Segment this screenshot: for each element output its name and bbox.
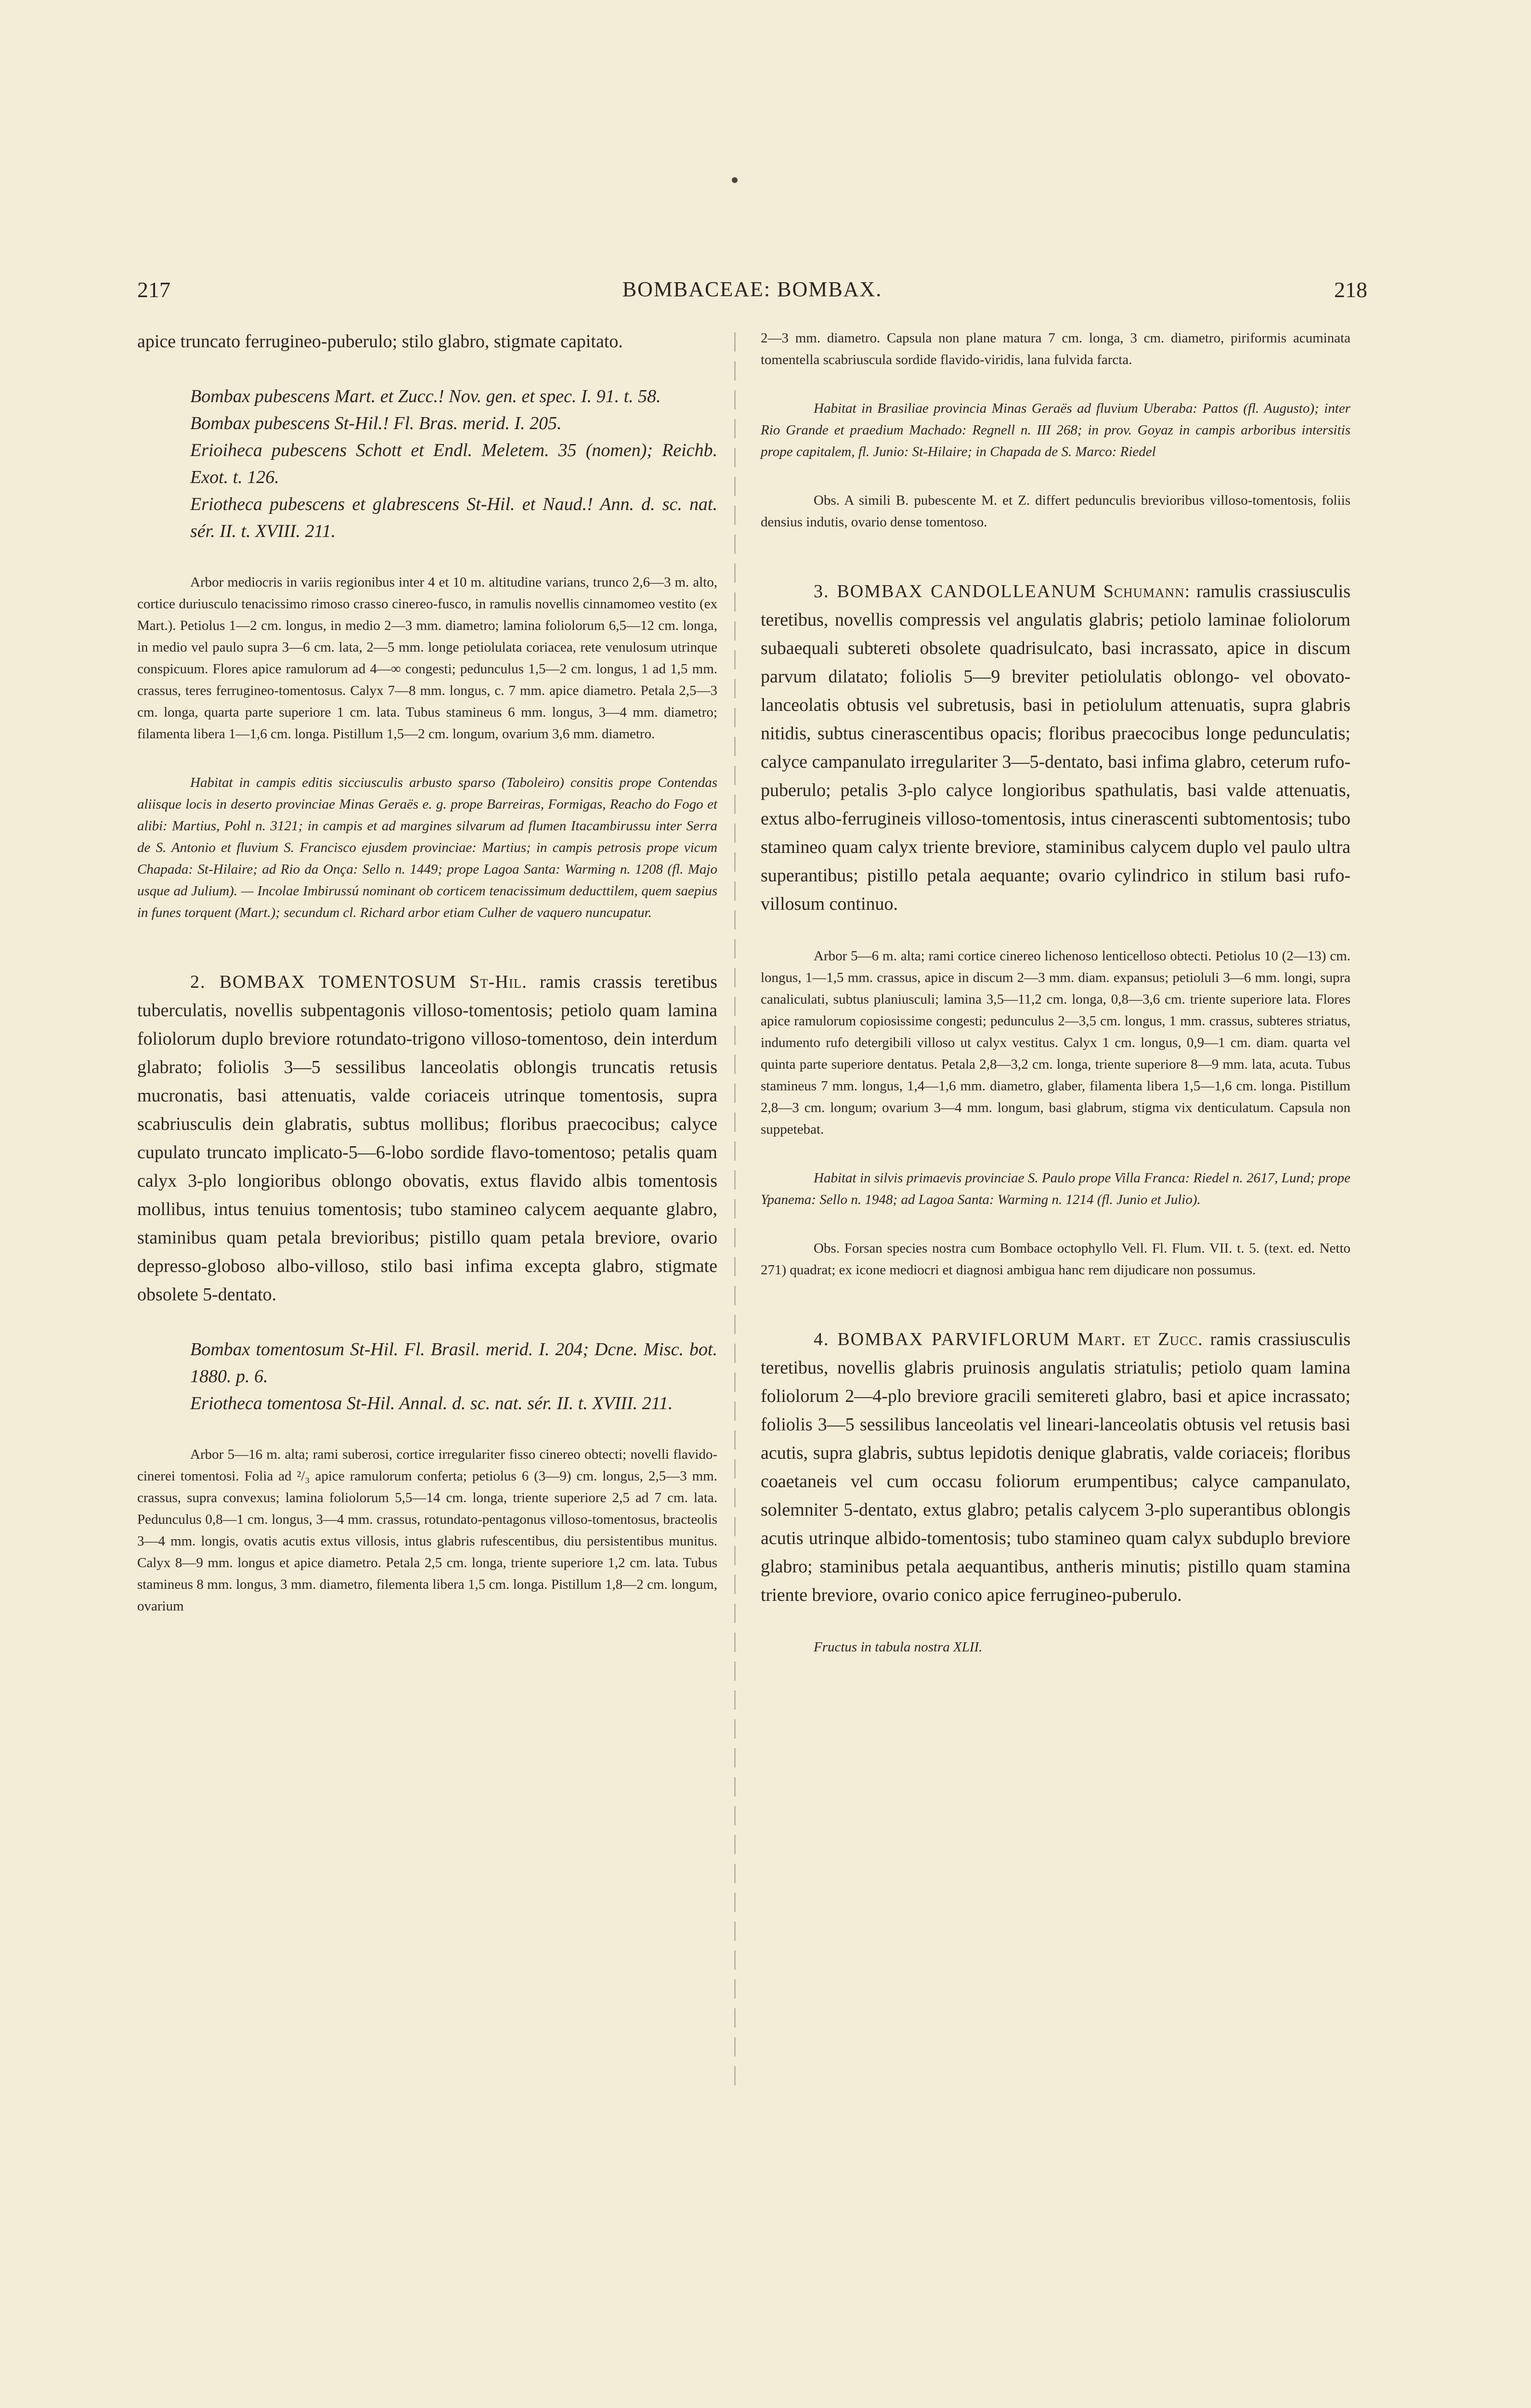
species-author: Schumann xyxy=(1103,581,1185,602)
citation: Erioiheca pubescens Schott et Endl. Meletem. 35 (nomen); Reichb. Exot. t. 126. xyxy=(190,440,717,487)
species-entry-3 xyxy=(761,577,1350,918)
species-diagnosis: : ramulis crassiusculis teretibus, novellis compressis vel angulatis glabris; petiolo laminae foliolorum subaequali subtereti obsolete quadrisulcato, basi incrassato, apice in discum parvum dilatato; foliolis 5—9 breviter petiolulatis oblongo- vel obovato-lanceolatis obtusis vel subretusis, basi in petiolulum attenuatis, supra glabris nitidis, subtus cinerascentibus opacis; floribus praecocibus longe pedunculatis; calyce campanulato irregulariter 3—5-dentato, basi infima glabro, ceterum rufo-puberulo; petalis 3-plo calyce longioribus spathulatis, basi valde attenuatis, extus albo-ferrugineis villoso-tomentosis, intus cinerascenti subtomentosis; tubo stamineo quam calyx triente breviore, staminibus calycem duplo vel paulo ultra superantibus; pistillo petala aequante; ovario cylindrico in stilum basi rufo-villosum continuo. xyxy=(761,581,1350,914)
page-number-right: 218 xyxy=(1334,277,1367,302)
observation-note: Obs. Forsan species nostra cum Bombace octophyllo Vell. Fl. Flum. VII. t. 5. (text. ed. Netto 271) quadrat; ex icone mediocri et diagnosi ambigua hanc rem dijudicare non possumus. xyxy=(761,1241,1350,1278)
citation: Eriotheca pubescens et glabrescens St-Hil. et Naud.! Ann. d. sc. nat. sér. II. t. XVIII. 211. xyxy=(190,494,717,541)
right-column xyxy=(761,327,1350,1658)
citation: Bombax pubescens Mart. et Zucc.! Nov. gen. et spec. I. 91. t. 58. xyxy=(190,386,661,406)
species-entry-2 xyxy=(137,968,717,1309)
habitat-paragraph: Habitat in Brasiliae provincia Minas Geraës ad fluvium Uberaba: Pattos (fl. Augusto); inter Rio Grande et praedium Machado: Regnell n. III 268; in prov. Goyaz in campis arboribus intersitis prope capitalem, fl. Junio: St-Hilaire; in Chapada de S. Marco: Riedel xyxy=(761,401,1350,459)
species-author: Mart. et Zucc. xyxy=(1077,1329,1203,1349)
species-diagnosis: ramis crassis teretibus tuberculatis, novellis subpentagonis villoso-tomentosis; petiolo quam lamina foliolorum duplo breviore rotundato-trigono villoso-tomentoso, dein interdum glabrato; foliolis 3—5 sessilibus lanceolatis oblongis truncatis retusis mucronatis, basi attenuatis, valde coriaceis utrinque tomentosis, supra scabriusculis dein glabratis, subtus mollibus; floribus praecocibus; calyce cupulato truncato implicato-5—6-lobo sordide flavo-tomentoso; petalis quam calyx 3-plo longioribus oblongo obovatis, extus flavido albis tomentosis mollibus, intus tenuius tomentosis; tubo stamineo calycem aequante glabro, staminibus quam petala brevioribus; pistillo quam petala breviore, ovario depresso-globoso albo-villoso, stilo basi infima excepta glabro, stigmate obsolete 5-dentato. xyxy=(137,972,717,1305)
description-paragraph: Arbor mediocris in variis regionibus inter 4 et 10 m. altitudine varians, trunco 2,6—3 m. alto, cortice duriusculo tenacissimo rimoso crasso cinereo-fusco, in ramulis novellis cinnamomeo vestito (ex Mart.). Petiolus 1—2 cm. longus, in medio 2—3 mm. diametro; lamina foliolorum 6,5—12 cm. longa, in medio vel paulo supra 3—6 cm. lata, 2—5 mm. longe petiolulata coriacea, rete venulosum utrinque conspicuum. Flores apice ramulorum ad 4—∞ congesti; pedunculus 1,5—2 cm. longus, 1 ad 1,5 mm. crassus, teres ferrugineo-tomentosus. Calyx 7—8 mm. longus, c. 7 mm. apice diametro. Petala 2,5—3 cm. longa, quarta parte superiore 1 cm. lata. Tubus staminеus 6 mm. longus, 3—4 mm. diametro; filamenta libera 1—1,6 cm. longa. Pistillum 1,5—2 cm. longum, ovarium 3,6 mm. diametro. xyxy=(137,575,717,742)
column-divider xyxy=(734,332,736,2085)
continuation-text: apice truncato ferrugineo-puberulo; stilo glabro, stigmate capitato. xyxy=(137,331,623,352)
page-mark xyxy=(732,177,738,183)
citation: Eriotheca tomentosa St-Hil. Annal. d. sc. nat. sér. II. t. XVIII. 211. xyxy=(190,1393,673,1413)
habitat-paragraph: Habitat in silvis primaevis provinciae S. Paulo prope Villa Franca: Riedel n. 2617, Lund; prope Ypanema: Sello n. 1948; ad Lagoa Santa: Warming n. 1214 (fl. Junio et Julio). xyxy=(761,1170,1350,1207)
page-header xyxy=(137,277,1367,315)
citation: Bombax pubescens St-Hil.! Fl. Bras. merid. I. 205. xyxy=(190,413,562,433)
species-heading: 2. BOMBAX TOMENTOSUM xyxy=(190,972,457,992)
page-number-left: 217 xyxy=(137,277,170,302)
species-heading: 3. BOMBAX CANDOLLEANUM xyxy=(814,581,1097,602)
running-title: BOMBACEAE: BOMBAX. xyxy=(622,277,882,301)
species-diagnosis: ramis crassiusculis teretibus, novellis glabris pruinosis angulatis striatulis; petiolo quam lamina foliolorum 2—4-plo breviore gracili semitereti glabro, basi et apice incrassato; foliolis 3—5 sessilibus lanceolatis vel lineari-lanceolatis obtusis vel retusis basi acutis, supra glabris, subtus lepidotis denique glabratis, valde coriaceis; floribus coaetaneis vel cum occasu foliorum erumpentibus; calyce campanulato, solemniter 5-dentato, extus glabro; petalis calycem 3-plo superantibus oblongis acutis utrinque albido-tomentosis; tubo stamineo quam calyx subduplo breviore glabro; staminibus petala aequantibus, antheris minutis; pistillo quam stamina triente breviore, ovario conico apice ferrugineo-puberulo. xyxy=(761,1329,1350,1605)
left-column xyxy=(137,327,717,1617)
citation: Bombax tomentosum St-Hil. Fl. Brasil. merid. I. 204; Dcne. Misc. bot. 1880. p. 6. xyxy=(190,1339,717,1387)
species-author: St-Hil. xyxy=(469,972,527,992)
habitat-paragraph: Habitat in campis editis sicciusculis arbusto sparso (Taboleiro) consitis prope Contendas aliisque locis in deserto provinciae Minas Geraës e. g. prope Barreiras, Formigas, Reacho do Fogo et alibi: Martius, Pohl n. 3121; in campis et ad margines silvarum ad flumen Itacambirussu inter Serra de S. Antonio et fluvium S. Francisco ejusdem provinciae: Martius; in campis petrosis prope vicum Chapada: St-Hilaire; ad Rio da Onça: Sello n. 1449; prope Lagoa Santa: Warming n. 1208 (fl. Majo usque ad Julium). — Incolae Imbirussú nominant ob corticem tenacissimum deducttilem, quem saepius in funes torquent (Mart.); secundum cl. Richard arbor etiam Culher de vaquero nuncupatur. xyxy=(137,775,717,920)
observation-note: Obs. A simili B. pubescente M. et Z. differt pedunculis brevioribus villoso-tomentosis, foliis densius indutis, ovario dense tomentoso. xyxy=(761,493,1350,530)
description-paragraph: Arbor 5—16 m. alta; rami suberosi, cortice irregulariter fisso cinereo obtecti; novelli flavido-cinerei tomentosi. Folia ad ²/₃ apice ramulorum conferta; petiolus 6 (3—9) cm. longus, 2,5—3 mm. crassus, supra convexus; lamina foliolorum 5,5—14 cm. longa, triente superiore 2,5 ad 7 cm. lata. Pedunculus 0,8—1 cm. longus, 3—4 mm. crassus, rotundato-pentagonus villoso-tomentosus, bracteolis 3—4 mm. longis, ovatis acutis extus villosis, intus glabris rufescentibus, diu persistentibus munitus. Calyx 8—9 mm. longus et apice diametro. Petala 2,5 cm. longa, triente superiore 1,2 cm. lata. Tubus stamineus 8 mm. longus, 3 mm. diametro, filementa libera 1,5 cm. longa. Pistillum 1,8—2 cm. longum, ovarium xyxy=(137,1447,717,1614)
species-heading: 4. BOMBAX PARVIFLORUM xyxy=(814,1329,1070,1349)
description-paragraph: Arbor 5—6 m. alta; rami cortice cinereo lichenoso lenticelloso obtecti. Petiolus 10 (2—13) cm. longus, 1—1,5 mm. crassus, apice in discum 2—3 mm. diam. expansus; petioluli 3—6 mm. longi, supra canaliculati, subtus planiusculi; lamina 3,5—11,2 cm. longa, 0,8—3,6 cm. triente superiore lata. Flores apice ramulorum copiosissime congesti; pedunculus 2—3,5 cm. longus, 1 mm. crassus, subteres striatus, indumento rufo detergibili villoso ut calyx vestitus. Calyx 1 cm. longus, 0,9—1 cm. diam. quarta vel quinta parte superiore dentatus. Petala 2,8—3,2 cm. longa, triente superiore 8—9 mm. lata, acuta. Tubus stamineus 7 mm. longus, 1,4—1,6 mm. diametro, glaber, filamenta libera 1,5—1,6 cm. longa. Pistillum 2,8—3 cm. longum; ovarium 3—4 mm. longum, basi glabrum, stigma vix denticulatum. Capsula non suppetebat. xyxy=(761,948,1350,1137)
fructus-note: Fructus in tabula nostra XLII. xyxy=(814,1639,983,1655)
species-entry-4 xyxy=(761,1325,1350,1610)
description-continuation: 2—3 mm. diametro. Capsula non plane matura 7 cm. longa, 3 cm. diametro, piriformis acuminata tomentella scabriuscula sordide flavido-viridis, lana fulvida farcta. xyxy=(761,330,1350,367)
